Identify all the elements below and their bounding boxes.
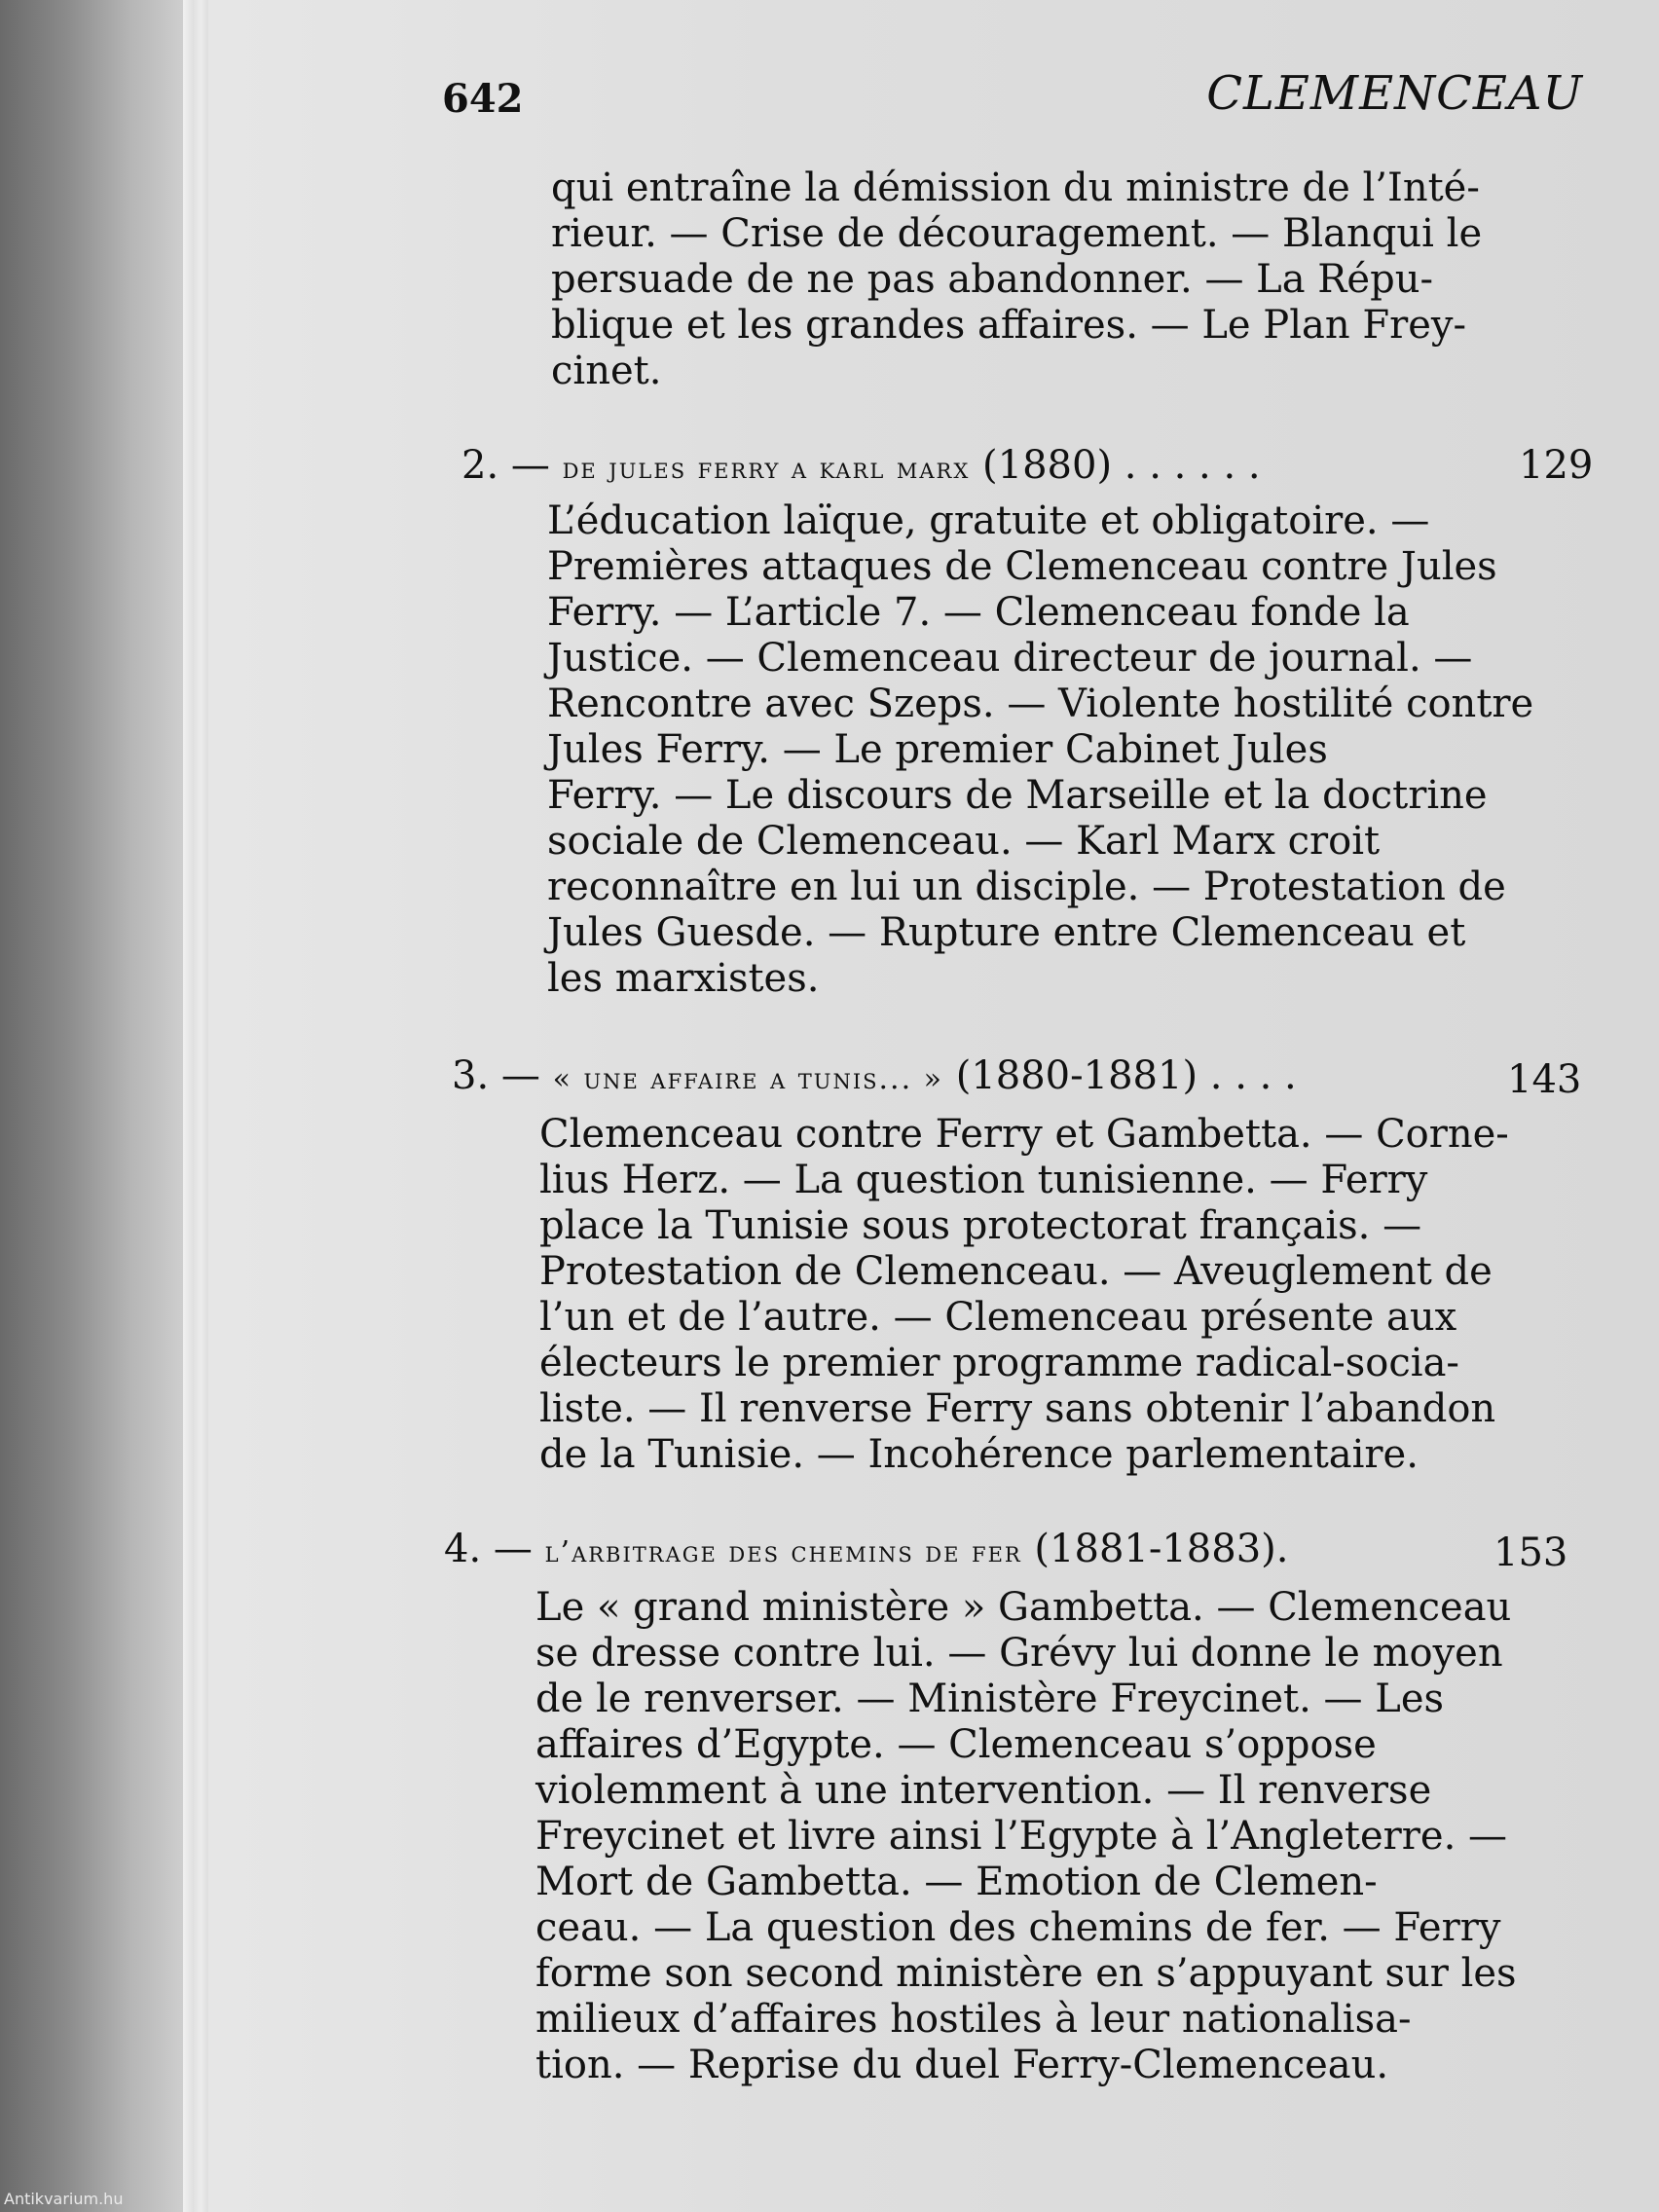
section-dates: (1880-1881) . . . . bbox=[943, 1053, 1297, 1098]
text-line: liste. — Il renverse Ferry sans obtenir l’abandon bbox=[539, 1386, 1496, 1431]
section-title: l’arbitrage des chemins de fer bbox=[544, 1535, 1022, 1569]
text-line: de la Tunisie. — Incohérence parlementaire. bbox=[539, 1432, 1419, 1477]
section-prefix: 4. — bbox=[444, 1527, 545, 1571]
text-line: Justice. — Clemenceau directeur de journal. — bbox=[547, 636, 1473, 681]
section-prefix: 2. — bbox=[461, 443, 563, 488]
text-line: Freycinet et livre ainsi l’Egypte à l’Angleterre. — bbox=[535, 1814, 1508, 1859]
text-line: blique et les grandes affaires. — Le Plan Frey- bbox=[551, 303, 1466, 348]
section-summary bbox=[539, 1112, 1509, 1478]
text-line: forme son second ministère en s’appuyant sur les bbox=[535, 1951, 1517, 1996]
text-line: L’éducation laïque, gratuite et obligatoire. — bbox=[547, 498, 1430, 543]
running-title: CLEMENCEAU bbox=[1206, 66, 1583, 121]
section-title: de jules ferry a karl marx bbox=[562, 452, 971, 486]
text-line: Ferry. — Le discours de Marseille et la doctrine bbox=[547, 773, 1488, 818]
text-line: Rencontre avec Szeps. — Violente hostilité contre bbox=[547, 682, 1534, 726]
text-line: place la Tunisie sous protectorat français. — bbox=[539, 1203, 1422, 1248]
text-line: affaires d’Egypte. — Clemenceau s’oppose bbox=[535, 1722, 1377, 1767]
section-dates: (1881-1883). bbox=[1021, 1527, 1289, 1571]
text-line: qui entraîne la démission du ministre de l’Inté- bbox=[551, 166, 1480, 210]
text-line: l’un et de l’autre. — Clemenceau présente aux bbox=[539, 1295, 1457, 1340]
text-line: Ferry. — L’article 7. — Clemenceau fonde la bbox=[547, 590, 1410, 635]
text-line: électeurs le premier programme radical-socia- bbox=[539, 1341, 1459, 1385]
section-page-number: 153 bbox=[1493, 1530, 1568, 1575]
text-line: lius Herz. — La question tunisienne. — Ferry bbox=[539, 1158, 1428, 1202]
section-heading bbox=[461, 443, 1261, 488]
page-edge bbox=[183, 0, 208, 2212]
intro-paragraph bbox=[551, 166, 1483, 394]
text-line: sociale de Clemenceau. — Karl Marx croit bbox=[547, 819, 1381, 864]
text-line: les marxistes. bbox=[547, 956, 820, 1001]
text-line: ceau. — La question des chemins de fer. — Ferry bbox=[535, 1905, 1501, 1950]
text-line: de le renverser. — Ministère Freycinet. — Les bbox=[535, 1677, 1445, 1721]
text-line: Jules Ferry. — Le premier Cabinet Jules bbox=[547, 727, 1328, 772]
page-number: 642 bbox=[442, 76, 524, 122]
text-line: rieur. — Crise de découragement. — Blanqui le bbox=[551, 211, 1483, 256]
section-page-number: 143 bbox=[1507, 1057, 1582, 1102]
text-line: Protestation de Clemenceau. — Aveuglement de bbox=[539, 1249, 1493, 1294]
section-heading bbox=[444, 1527, 1288, 1571]
text-line: se dresse contre lui. — Grévy lui donne le moyen bbox=[535, 1631, 1503, 1676]
text-line: milieux d’affaires hostiles à leur nationalisa- bbox=[535, 1997, 1412, 2042]
text-line: tion. — Reprise du duel Ferry-Clemenceau. bbox=[535, 2043, 1389, 2087]
section-title: « une affaire a tunis... » bbox=[552, 1062, 944, 1096]
section-prefix: 3. — bbox=[452, 1053, 553, 1098]
text-line: violemment à une intervention. — Il renverse bbox=[535, 1768, 1432, 1813]
section-summary bbox=[535, 1585, 1517, 2088]
text-line: reconnaître en lui un disciple. — Protestation de bbox=[547, 865, 1506, 909]
section-page-number: 129 bbox=[1519, 443, 1594, 488]
text-line: cinet. bbox=[551, 349, 662, 393]
watermark: Antikvarium.hu bbox=[4, 2190, 124, 2208]
section-heading bbox=[452, 1053, 1297, 1098]
book-binding-shadow bbox=[0, 0, 185, 2212]
section-summary bbox=[547, 498, 1534, 1002]
text-line: Mort de Gambetta. — Emotion de Clemen- bbox=[535, 1860, 1378, 1904]
section-dates: (1880) . . . . . . bbox=[970, 443, 1261, 488]
text-line: Premières attaques de Clemenceau contre Jules bbox=[547, 544, 1497, 589]
text-line: persuade de ne pas abandonner. — La Répu- bbox=[551, 257, 1433, 302]
text-line: Le « grand ministère » Gambetta. — Clemenceau bbox=[535, 1585, 1512, 1630]
text-line: Jules Guesde. — Rupture entre Clemenceau et bbox=[547, 910, 1466, 955]
text-line: Clemenceau contre Ferry et Gambetta. — Corne- bbox=[539, 1112, 1509, 1157]
